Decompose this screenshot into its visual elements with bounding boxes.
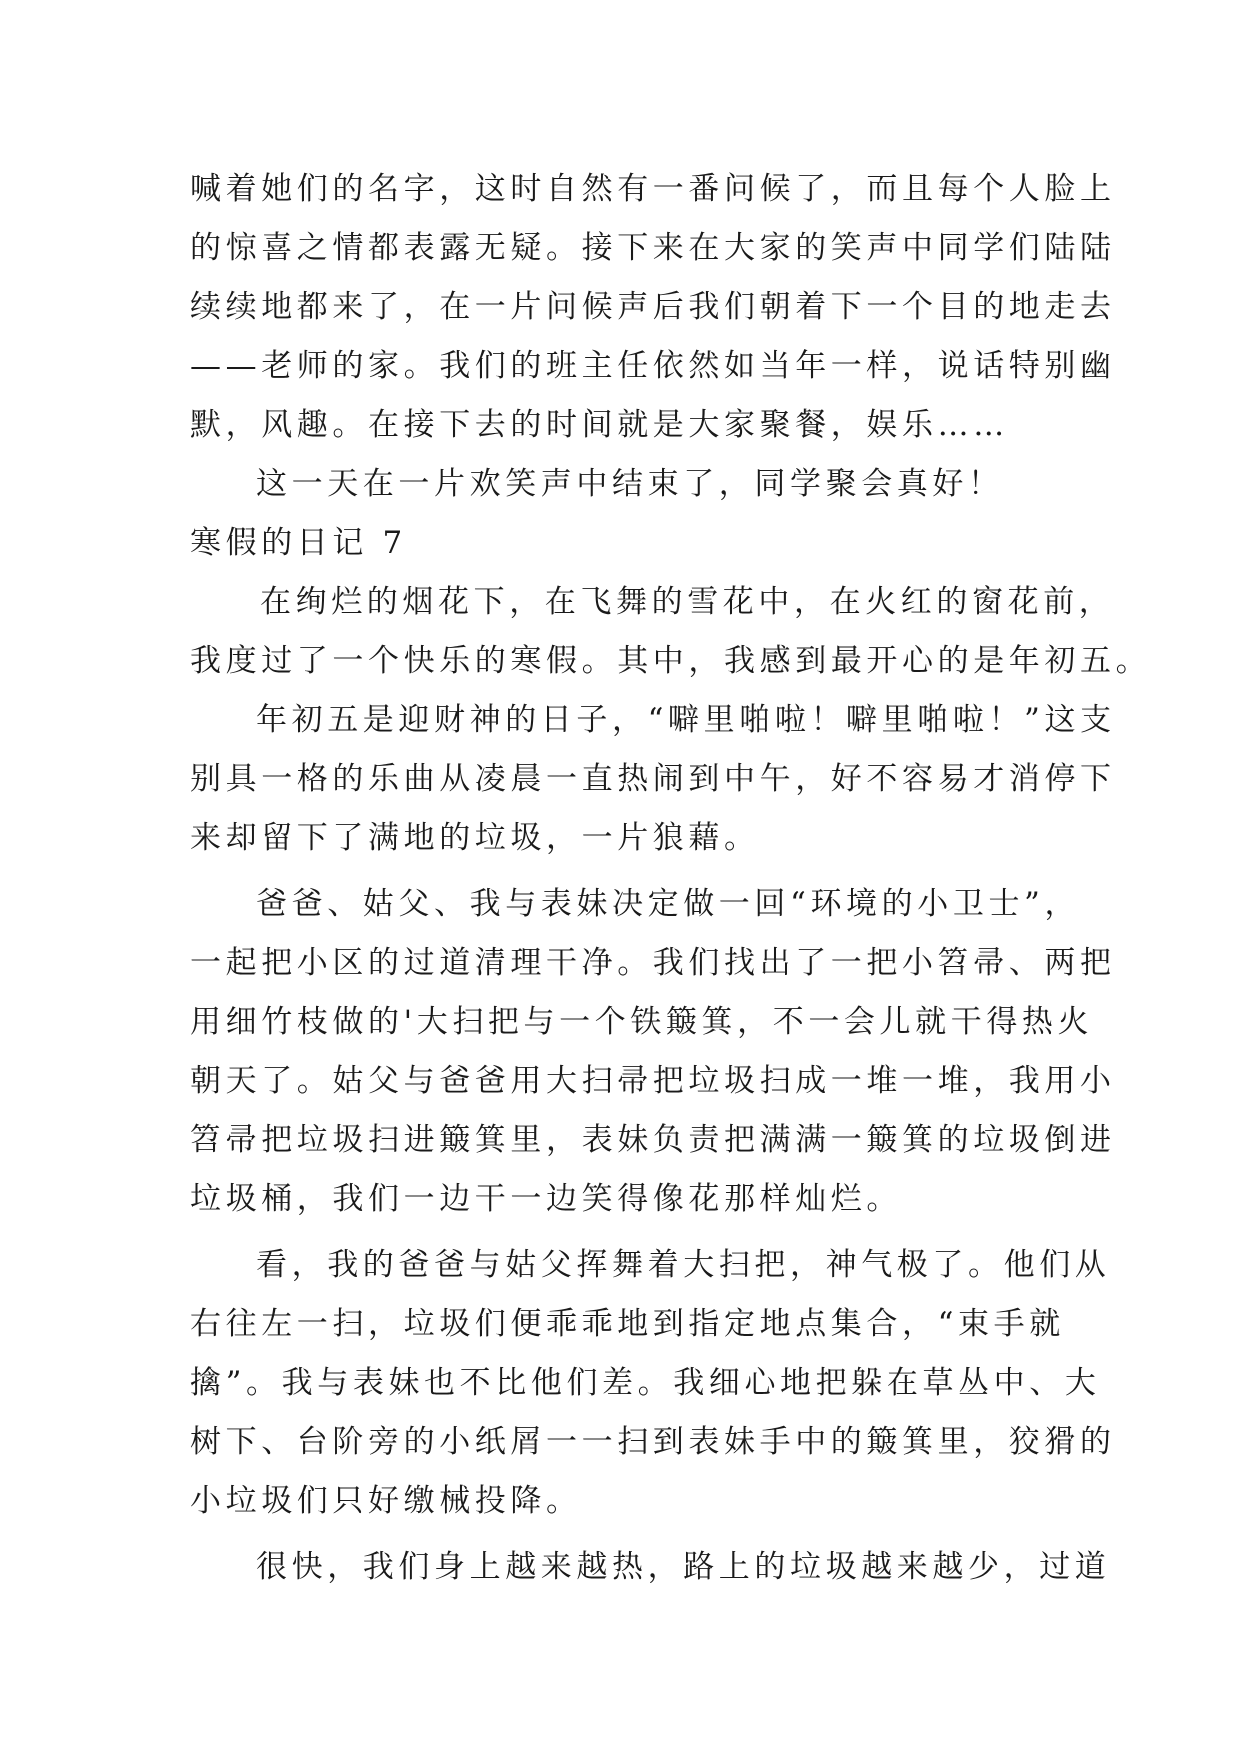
text-line: 爸爸、姑父、我与表妹决定做一回“环境的小卫士”， xyxy=(256,886,1081,922)
text-line: 很快，我们身上越来越热，路上的垃圾越来越少，过道 xyxy=(256,1549,1111,1585)
text-line: 别具一格的乐曲从凌晨一直热闹到中午，好不容易才消停下 xyxy=(190,761,1116,797)
text-line: 擒”。我与表妹也不比他们差。我细心地把躲在草丛中、大 xyxy=(190,1365,1101,1401)
text-line: 这一天在一片欢笑声中结束了，同学聚会真好！ xyxy=(256,466,1004,502)
text-line: 的惊喜之情都表露无疑。接下来在大家的笑声中同学们陆陆 xyxy=(190,230,1116,266)
text-line: 右往左一扫，垃圾们便乖乖地到指定地点集合，“束手就 xyxy=(190,1306,1065,1342)
text-line: 我度过了一个快乐的寒假。其中，我感到最开心的是年初五。 xyxy=(190,643,1152,679)
text-line: 小垃圾们只好缴械投降。 xyxy=(190,1483,582,1519)
text-line: 喊着她们的名字，这时自然有一番问候了，而且每个人脸上 xyxy=(190,171,1116,207)
text-line: 树下、台阶旁的小纸屑一一扫到表妹手中的簸箕里，狡猾的 xyxy=(190,1424,1116,1460)
text-line: 一起把小区的过道清理干净。我们找出了一把小笤帚、两把 xyxy=(190,945,1116,981)
text-line: 用细竹枝做的'大扫把与一个铁簸箕，不一会儿就干得热火 xyxy=(190,1004,1094,1040)
section-heading: 寒假的日记 7 xyxy=(190,525,407,561)
text-line: 在绚烂的烟花下，在飞舞的雪花中，在火红的窗花前， xyxy=(260,584,1115,620)
text-line: 朝天了。姑父与爸爸用大扫帚把垃圾扫成一堆一堆，我用小 xyxy=(190,1063,1116,1099)
text-line: 默，风趣。在接下去的时间就是大家聚餐，娱乐…… xyxy=(190,407,1009,443)
text-line: 来却留下了满地的垃圾，一片狼藉。 xyxy=(190,820,760,856)
text-line: 续续地都来了，在一片问候声后我们朝着下一个目的地走去 xyxy=(190,289,1116,325)
text-line: 看，我的爸爸与姑父挥舞着大扫把，神气极了。他们从 xyxy=(256,1247,1111,1283)
text-line: ——老师的家。我们的班主任依然如当年一样，说话特别幽 xyxy=(190,348,1116,384)
text-line: 年初五是迎财神的日子，“噼里啪啦！噼里啪啦！”这支 xyxy=(256,702,1116,738)
document-body xyxy=(190,160,1152,1597)
text-line: 垃圾桶，我们一边干一边笑得像花那样灿烂。 xyxy=(190,1181,902,1217)
text-line: 笤帚把垃圾扫进簸箕里，表妹负责把满满一簸箕的垃圾倒进 xyxy=(190,1122,1116,1158)
